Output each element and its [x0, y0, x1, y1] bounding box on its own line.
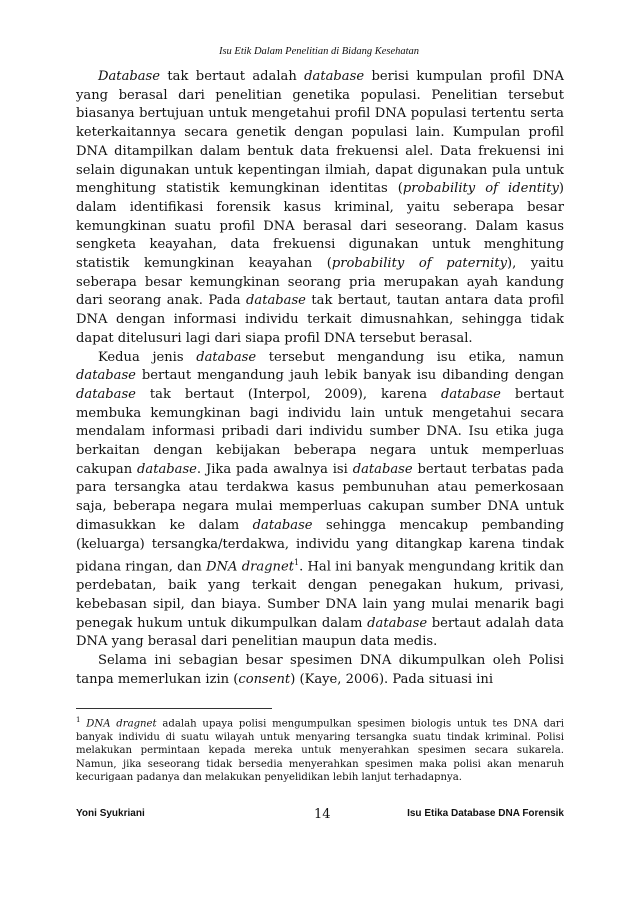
em-text: database — [352, 461, 413, 477]
paragraph-1 — [76, 68, 564, 349]
text-run: bertaut membuka kemungkinan bagi individu lain untuk mengetahui secara mendalam informasi pribadi dari individu sumber DNA. Isu etika juga berkaitan dengan kebijakan beberapa negara untuk memperluas cakupan — [76, 386, 564, 477]
text-run: . Jika pada awalnya isi — [196, 461, 353, 477]
em-text: database — [246, 293, 306, 309]
text-run: sehingga mencakup pembanding (keluarga) tersangka/terdakwa, individu yang ditangkap karena tindak pidana ringan, dan — [76, 517, 564, 575]
text-run: ) dalam identifikasi forensik kasus kriminal, yaitu seberapa besar kemungkinan suatu profil DNA berasal dari seseorang. Dalam kasus sengketa keayahan, data frekuensi digunakan untuk menghitung statistik kemungkinan keayahan ( — [76, 181, 565, 272]
text-run: . Hal ini banyak mengundang kritik dan perdebatan, baik yang terkait dengan penegakan hukum, privasi, kebebasan sipil, dan biaya. Sumber DNA lain yang mulai menarik bagi penegak hukum untuk dikumpulkan dalam — [76, 559, 564, 631]
footnote-divider — [76, 708, 272, 709]
paragraph-3 — [76, 652, 564, 689]
em-text: consent — [238, 671, 291, 687]
em-text: database — [76, 386, 136, 402]
footnote-marker: 1 — [76, 716, 81, 724]
footnote — [76, 714, 564, 784]
page-footer — [76, 808, 564, 824]
page-number: 14 — [314, 807, 331, 822]
em-text: probability of identity — [402, 181, 559, 197]
footnote-text: adalah upaya polisi mengumpulkan spesimen biologis untuk tes DNA dari banyak individu di suatu wilayah untuk menyaring tersangka suatu tindak kriminal. Polisi melakukan permintaan kepada mereka untuk menyerahkan spesimen secara sukarela. Namun, jika seseorang tidak bersedia menyerahkan spesimen maka polisi akan menaruh kecurigaan padanya dan melakukan penyelidikan lebih lanjut terhadapnya. — [76, 718, 564, 783]
footnote-term: DNA dragnet — [86, 718, 157, 730]
text-run: Selama ini sebagian besar spesimen DNA dikumpulkan oleh Polisi tanpa memerlukan izin ( — [76, 653, 564, 687]
body-text — [76, 68, 564, 690]
text-run: bertaut terbatas pada para tersangka atau terdakwa kasus pembunuhan atau pemerkosaan saja, beberapa negara mulai memperluas cakupan sumber DNA untuk dimasukkan ke dalam — [76, 461, 564, 533]
text-run: ), yaitu seberapa besar kemungkinan seorang pria merupakan ayah kandung dari seorang anak. Pada — [76, 256, 564, 309]
text-run: bertaut adalah data DNA yang berasal dari penelitian maupun data medis. — [76, 615, 564, 650]
text-run: ) (Kaye, 2006). Pada situasi ini — [290, 671, 494, 687]
paragraph-2 — [76, 349, 564, 653]
em-text: database — [252, 517, 313, 533]
em-text: probability of paternity — [331, 256, 507, 272]
text-run: berisi kumpulan profil DNA yang berasal dari penelitian genetika populasi. Penelitian tersebut biasanya bertujuan untuk mengetahui profil DNA populasi tertentu serta keterkaitannya secara genetik dengan populasi lain. Kumpulan profil DNA ditampilkan dalam bentuk data frekuensi alel. Data frekuensi ini selain digunakan untuk kepentingan ilmiah, dapat digunakan pula untuk menghitung statistik kemungkinan identitas ( — [76, 69, 564, 197]
text-run: tak bertaut (Interpol, 2009), karena — [135, 386, 441, 402]
footnote-ref[interactable]: 1 — [293, 558, 300, 568]
text-run: tak bertaut adalah — [160, 69, 305, 84]
em-text: database — [304, 69, 365, 84]
em-text: database — [440, 386, 501, 402]
em-text: database — [367, 615, 428, 631]
em-text: database — [76, 368, 136, 384]
em-text: DNA dragnet — [206, 559, 294, 575]
em-text: Database — [98, 69, 161, 84]
footer-author: Yoni Syukriani — [76, 808, 145, 819]
footer-book-title: Isu Etika Database DNA Forensik — [407, 808, 564, 819]
text-run: tersebut mengandung isu etika, namun — [256, 349, 564, 365]
text-run: bertaut mengandung jauh lebik banyak isu dibanding dengan — [135, 368, 564, 384]
text-run: Kedua jenis — [98, 349, 197, 365]
running-header: Isu Etik Dalam Penelitian di Bidang Kesehatan — [218, 46, 420, 57]
text-run: tak bertaut, tautan antara data profil DNA dengan informasi individu terkait dimusnahkan, sehingga tidak dapat ditelusuri lagi dari siapa profil DNA tersebut berasal. — [76, 293, 565, 346]
em-text: database — [196, 349, 257, 365]
em-text: database — [137, 461, 197, 477]
